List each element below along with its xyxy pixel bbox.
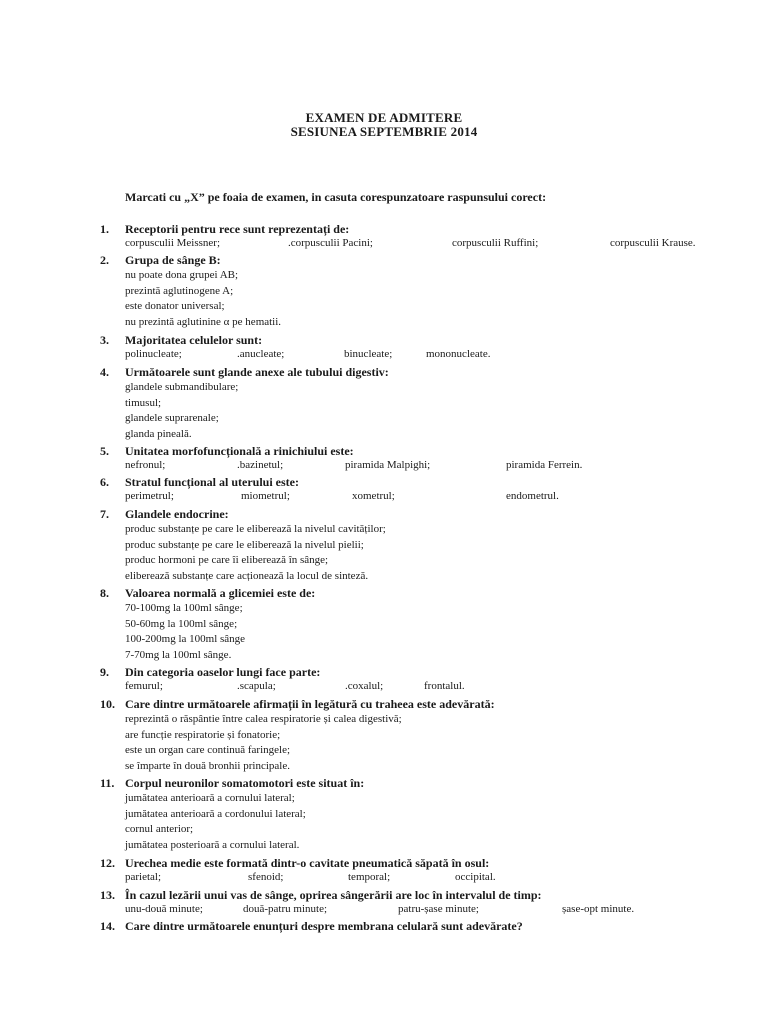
answer-option[interactable]: .coxalul;: [345, 680, 384, 692]
exam-title: EXAMEN DE ADMITERE: [305, 110, 463, 125]
question-text: Grupa de sânge B:: [125, 253, 221, 267]
question-text: Din categoria oaselor lungi face parte:: [125, 665, 321, 679]
answer-option[interactable]: șase-opt minute.: [562, 903, 635, 915]
question-4: [100, 365, 389, 442]
question-text: Valoarea normală a glicemiei este de:: [125, 586, 316, 600]
question-text: Următoarele sunt glande anexe ale tubului digestiv:: [125, 365, 389, 379]
question-10: [100, 697, 495, 774]
answer-option[interactable]: .corpusculii Pacini;: [288, 237, 373, 249]
question-number: 2.: [100, 253, 109, 267]
answer-option[interactable]: endometrul.: [506, 490, 559, 502]
question-number: 5.: [100, 444, 109, 458]
answer-option[interactable]: temporal;: [348, 871, 391, 883]
answer-option[interactable]: mononucleate.: [426, 348, 491, 360]
answer-option[interactable]: are funcție respiratorie și fonatorie;: [125, 728, 281, 741]
question-number: 8.: [100, 586, 109, 600]
answer-option[interactable]: occipital.: [455, 871, 496, 883]
question-8: [100, 586, 316, 663]
question-text: Receptorii pentru rece sunt reprezentați de:: [125, 222, 350, 236]
answer-option[interactable]: corpusculii Meissner;: [125, 237, 221, 249]
answer-option[interactable]: nefronul;: [125, 459, 166, 471]
question-text: Majoritatea celulelor sunt:: [125, 333, 263, 347]
question-number: 14.: [100, 919, 115, 933]
question-text: Glandele endocrine:: [125, 507, 229, 521]
answer-option[interactable]: două-patru minute;: [243, 903, 328, 915]
answer-option[interactable]: corpusculii Krause.: [610, 237, 696, 249]
answer-option[interactable]: patru-șase minute;: [398, 903, 479, 915]
answer-option[interactable]: jumătatea anterioară a cornului lateral;: [125, 792, 295, 804]
answer-option[interactable]: produc substanțe pe care le eliberează la nivelul cavităților;: [125, 523, 386, 535]
question-text: Unitatea morfofuncțională a rinichiului este:: [125, 444, 354, 458]
answer-option[interactable]: 7-70mg la 100ml sânge.: [125, 648, 232, 661]
answer-option[interactable]: unu-două minute;: [125, 903, 203, 915]
answer-option[interactable]: glanda pineală.: [125, 427, 192, 440]
question-text: În cazul lezării unui vas de sânge, oprirea sângerării are loc în intervalul de timp:: [125, 888, 542, 902]
question-number: 11.: [100, 776, 115, 790]
answer-option[interactable]: .anucleate;: [237, 348, 285, 360]
answer-option[interactable]: xometrul;: [352, 490, 395, 502]
answer-option[interactable]: este un organ care continuă faringele;: [125, 744, 291, 756]
answer-option[interactable]: perimetrul;: [125, 490, 174, 502]
answer-option[interactable]: femurul;: [125, 680, 163, 692]
answer-option[interactable]: frontalul.: [424, 680, 465, 692]
question-text: Stratul funcțional al uterului este:: [125, 475, 299, 489]
question-number: 1.: [100, 222, 109, 236]
answer-option[interactable]: miometrul;: [241, 490, 290, 502]
answer-option[interactable]: 70-100mg la 100ml sânge;: [125, 602, 243, 614]
question-2: [100, 253, 281, 330]
answer-option[interactable]: eliberează substanțe care acționează la locul de sinteză.: [125, 569, 369, 582]
answer-option[interactable]: glandele submandibulare;: [125, 381, 239, 393]
answer-option[interactable]: este donator universal;: [125, 300, 225, 312]
question-number: 7.: [100, 507, 109, 521]
answer-option[interactable]: reprezintă o răspântie între calea respiratorie și calea digestivă;: [125, 713, 402, 725]
answer-option[interactable]: jumătatea posterioară a cornului lateral.: [125, 838, 300, 851]
answer-option[interactable]: .scapula;: [237, 680, 276, 692]
answer-option[interactable]: 100-200mg la 100ml sânge: [125, 633, 246, 645]
answer-option[interactable]: produc substanțe pe care le eliberează la nivelul pielii;: [125, 538, 364, 551]
answer-option[interactable]: .bazinetul;: [237, 459, 284, 471]
question-number: 6.: [100, 475, 109, 489]
question-11: [100, 776, 365, 853]
answer-option[interactable]: binucleate;: [344, 348, 393, 360]
question-text: Corpul neuronilor somatomotori este situat în:: [125, 776, 365, 790]
question-7: [100, 507, 386, 584]
question-number: 12.: [100, 856, 115, 870]
answer-option[interactable]: piramida Malpighi;: [345, 459, 431, 471]
answer-option[interactable]: prezintă aglutinogene A;: [125, 284, 234, 297]
answer-option[interactable]: glandele suprarenale;: [125, 412, 219, 424]
question-text: Care dintre următoarele afirmații în legătură cu traheea este adevărată:: [125, 697, 495, 711]
answer-option[interactable]: timusul;: [125, 396, 162, 409]
answer-option[interactable]: sfenoid;: [248, 871, 284, 883]
question-text: Care dintre următoarele enunțuri despre membrana celulară sunt adevărate?: [125, 919, 523, 933]
question-number: 13.: [100, 888, 115, 902]
answer-option[interactable]: se împarte în două bronhii principale.: [125, 759, 290, 772]
answer-option[interactable]: jumătatea anterioară a cordonului lateral;: [125, 807, 306, 820]
instruction-text: Marcati cu „X” pe foaia de examen, in casuta corespunzatoare raspunsului corect:: [125, 190, 547, 204]
answer-option[interactable]: nu prezintă aglutinine α pe hematii.: [125, 315, 282, 328]
question-number: 9.: [100, 665, 109, 679]
answer-option[interactable]: polinucleate;: [125, 348, 182, 360]
answer-option[interactable]: piramida Ferrein.: [506, 459, 583, 471]
answer-option[interactable]: 50-60mg la 100ml sânge;: [125, 617, 238, 630]
exam-session: SESIUNEA SEPTEMBRIE 2014: [290, 124, 478, 139]
question-text: Urechea medie este formată dintr-o cavitate pneumatică săpată în osul:: [125, 856, 490, 870]
answer-option[interactable]: corpusculii Ruffini;: [452, 237, 539, 249]
answer-option[interactable]: parietal;: [125, 871, 162, 883]
question-number: 3.: [100, 333, 109, 347]
question-number: 4.: [100, 365, 109, 379]
answer-option[interactable]: produc hormoni pe care îi eliberează în sânge;: [125, 554, 329, 566]
question-number: 10.: [100, 697, 115, 711]
answer-option[interactable]: cornul anterior;: [125, 823, 194, 835]
answer-option[interactable]: nu poate dona grupei AB;: [125, 269, 239, 281]
